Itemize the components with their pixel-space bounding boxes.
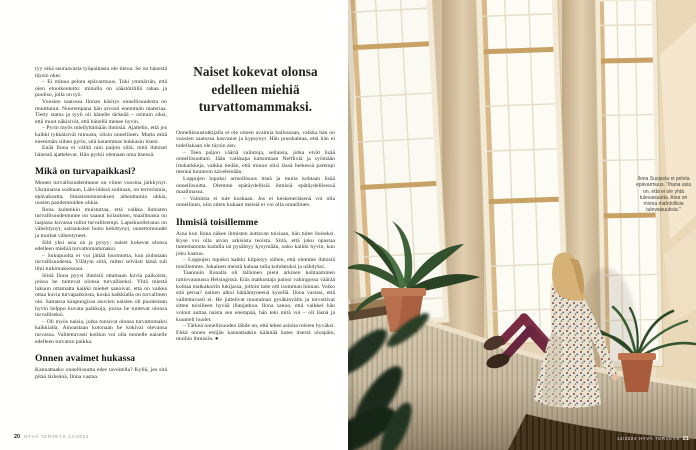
- magazine-title-right: 14/2024 HYVÄ TERVEYS: [616, 436, 680, 441]
- woman-hand: [612, 374, 618, 380]
- right-page-footer: [617, 436, 689, 442]
- text-column-2: [176, 63, 335, 343]
- article-paragraph: – Pyrin myös miellyttämään ihmisiä. Ajattelin, että jos kaikki tykkäisivät minusta, olisin onnellinen. Mutta mitä enemmän siihen pyrin, sitä kauemmas hukkasin itseni.: [35, 125, 167, 145]
- article-paragraph: – Teen paljon vääriä valintoja, sellaisia, jotka eivät lisää onnellisuuttani. Jään vaikkapa katsomaan Netflixiä ja syömään irtokarkkeja, vaikka tiedän, että minun olisi tässä hetkessä parempi mennä luontoon kävelemään.: [176, 149, 335, 176]
- article-paragraph: – Ei minua pelota epävarmuus. Toki ymmärrän, että olen etuoikeutettu: minulla on säästötilillä rahaa ja puoliso, jolla on työ.: [35, 79, 167, 99]
- article-paragraph: – Sukupuolta ei voi jättää huomiotta, kun puhutaan turvallisuudesta. Yllätyin siitä, miten selvästi tämä tuli ilmi tutkimuksessani.: [35, 252, 167, 273]
- article-paragraph: ryy eikä seuraavasta työpaikasta ole tietoa. Se on hänestä täysin okei.: [35, 66, 167, 79]
- magazine-title-left: HYVÄ TERVEYS 14/2024: [24, 434, 89, 439]
- article-paragraph: – Loppujen lopuksi kaikki kilpistyy siihen, että olemme ihmisiä toisillemme. Jokainen meistä haluaa tulla kohdatuksi ja nähdyksi.: [176, 257, 335, 270]
- feature-photo-page: [348, 0, 696, 450]
- article-paragraph: Vuosien saatossa Ilonan käsitys onnellisuudesta on muuttunut. Nuorempana hän arvosti enemmän materiaa. Tietty status ja tyyli oli hänelle tärkeää – osittain siksi, että muut näkisivät, että hänellä menee hyvin.: [35, 98, 167, 125]
- article-paragraph: Taannoin Ilonalla oli tällainen pieni arkinen kohtaaminen raitiovaunussa Helsingissä. Eräs matkustaja painoi vahingossa väärää kohtaa matkakortin lukijassa, jolloin laite otti isomman hinnan. Voiko sitä perua? nainen alkoi hätääntyneenä kysellä. Ilona vastasi, että valitettavasti ei. He juttelivat muutaman pysäkinvälin ja toivottivat sitten toisilleen hyvää illanjatkoa. Ilona sanoo, että vaikkei hän voinut auttaa naista sen enempää, hän teki mitä voi – oli läsnä ja kuunteli huolet.: [176, 270, 335, 323]
- heading-onnen-avaimet-hukassa: Onnen avaimet hukassa: [35, 353, 136, 365]
- text-column-1: [35, 66, 167, 380]
- page-number-right: 21: [682, 436, 689, 442]
- article-paragraph: – Valmista ei tule koskaan. Jos ei keskeneräisenä voi olla onnellinen, niin sitten kukaan meistä ei voi olla onnellinen.: [176, 195, 335, 209]
- article-paragraph: – Oli myös naisia, jotka tunsivat olonsa turvattomaksi kaikkialla. Ainoastaan kotonaan he kokivat olevansa turvassa. Valitettavasti kotikin voi olla monelle naiselle edelleen turvaton paikka.: [35, 318, 167, 345]
- page-gutter-shadow: [348, 0, 354, 450]
- article-paragraph: Kannattaako onnellisuutta edes tavoitella? Kyllä, jos sitä pitää tärkeänä, Ilona vastaa.: [35, 367, 167, 380]
- article-paragraph: Aina kun Ilona näkee ihmisten auttavan toisiaan, hän tulee iloiseksi. Kyse voi olla aivan arkisista teoista. Siitä, että joku opastaa tuntematonta kadulla tai pysähtyy kysymään, onko kaikki hyvin, kun joku kaatuu.: [176, 230, 335, 257]
- article-paragraph: Onnellisuustutkijalla ei ole onnen avaimia hallussaan, vaikka hän on vuosien saatossa kasvanut ja kypsynyt. Hän puuskahtaa, että hän ei todellakaan ole täysin zen.: [176, 129, 335, 149]
- article-paragraph: Enää Ilona ei välitä niin paljon siitä, mitä ihmiset hänestä ajattelevat. Hän pyrkii olemaan oma itsensä.: [35, 145, 167, 158]
- feature-photo: [348, 0, 696, 450]
- article-paragraph: – Tärkeä onnellisuuden lähde on, että tekee asioita toisten hyväksi. Ehkä onnen etsijän kannattaakin kääntää katse itsestä ulospäin, muihin ihmisiin. ●: [176, 323, 335, 343]
- article-paragraph: Loppujen lopuksi armollisuus itseä ja muita kohtaan lisää onnellisuutta. Olemme epätäydellisiä ihmisiä epätäydellisessä maailmassa.: [176, 175, 335, 196]
- pull-quote: Naiset kokevat olonsa edelleen miehiä turvattomammaksi.: [193, 64, 318, 115]
- article-paragraph: Ilona kuitenkin muistuttaa, että vaikka ihmisten turvallisuudentunne on saanut kolauksen, maailmasta on laajassa kuvassa tullut turvallisempi. Lapsikuolleisuus on vähentynyt, sairauksien hoito kehittynyt, onnettomuudet ja murhat vähentyneet.: [35, 206, 167, 240]
- left-page-footer: [14, 434, 89, 440]
- article-paragraph: Silti yksi asia on ja pysyy: naiset kokevat olonsa edelleen miehiä turvattomammaksi.: [35, 239, 167, 253]
- article-paragraph: Monen turvallisuudentunne on viime vuosina järkkynyt. Ukrainassa soditaan, Lähi-idässä soditaan, on terrorismia, epävakautta, ilmastonmuutoksen aiheuttamia uhkia, uusien pandemioiden uhkia.: [35, 180, 167, 207]
- page-number-left: 20: [14, 434, 20, 440]
- heading-ihmisia-toisillemme: Ihmisiä toisillemme: [176, 216, 259, 228]
- photo-caption: Ilona Suojasta ei pelota epävarmuus. ”Ihana asia on, että ei ole yhtä tulevaisuutta. Aina on monia mahdollisia tulevaisuuksia.”: [635, 176, 692, 214]
- article-paragraph: Siinä Ilona pyysi ihmisiä ottamaan kuvia paikoista, joissa he tuntevat olonsa turvalliseksi. Yhtä miestä lukuun ottamatta kaikki miehet sanoivat, että on vaikea ottaa kuvia turvapaikoista, koska kaikkialla on turvallinen olo. Samassa kaupungissa asuvien naisten oli puolestaan hyvin helppo kuvata paikkoja, joissa he tuntevat olonsa turvalliseksi.: [35, 272, 167, 319]
- heading-mika-on-turvapaikkasi: Mikä on turvapaikkasi?: [35, 166, 136, 178]
